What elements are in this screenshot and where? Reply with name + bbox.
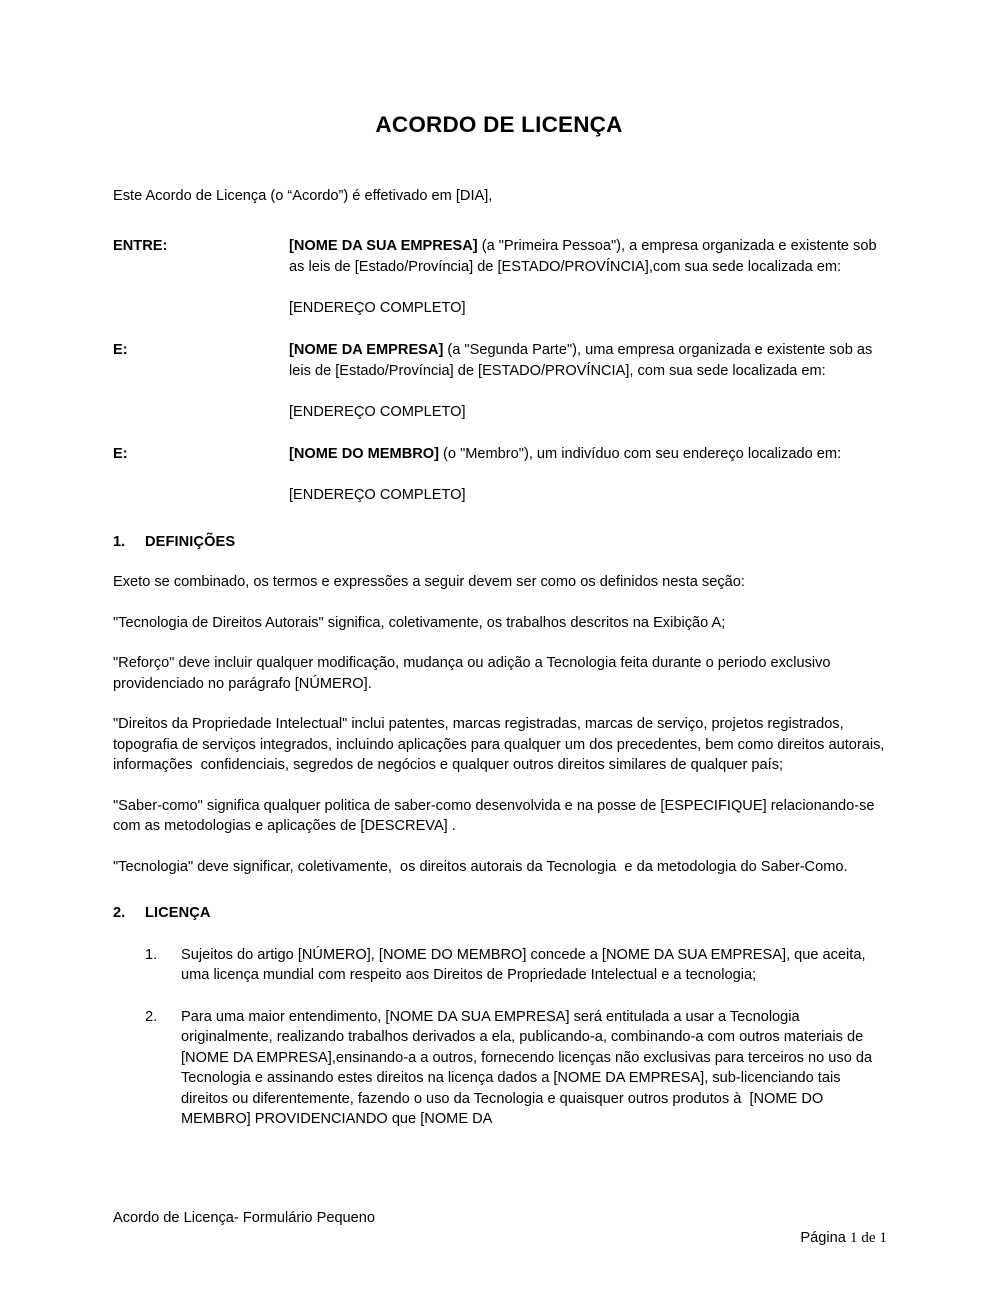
intro-paragraph: Este Acordo de Licença (o “Acordo”) é effetivado em [DIA], [113,187,493,204]
footer-page-indicator [776,1208,887,1268]
section-number: 1. [113,533,126,550]
party-address: [ENDEREÇO COMPLETO] [289,299,466,316]
definicoes-paragraph-3: "Reforço" deve incluir qualquer modificação, mudança ou adição a Tecnologia feita durante o periodo exclusivo providenciado no parágrafo [NÚMERO]. [113,655,835,692]
party-label: E: [113,446,128,463]
party-body [289,236,885,318]
party-block-e-membro [113,444,885,506]
party-description [289,236,885,277]
party-address: [ENDEREÇO COMPLETO] [289,487,466,504]
party-body [289,444,885,506]
section-title: LICENÇA [145,905,211,922]
licenca-list [113,945,885,1130]
section-heading-licenca [113,903,885,924]
party-block-entre [113,236,885,318]
section-title: DEFINIÇÕES [145,533,236,550]
party-description-text: (a "Primeira Pessoa"), a empresa organizada e existente sob as leis de [Estado/Província] de [ESTADO/PROVÍNCIA],com sua sede localizada em: [289,238,881,275]
definicoes-paragraph-4: "Direitos da Propriedade Intelectual" inclui patentes, marcas registradas, marcas de serviço, projetos registrados, topografia de serviços integrados, incluindo aplicações para qualquer um dos precedentes, bem como direitos autorais, informações confidenciais, segredos de negócios e qualquer outros direitos similares de qualquer país; [113,716,889,774]
party-block-e-empresa [113,340,885,422]
footer-document-name: Acordo de Licença- Formulário Pequeno [113,1210,376,1226]
party-description-text: (a "Segunda Parte"), uma empresa organizada e existente sob as leis de [Estado/Província] de [ESTADO/PROVÍNCIA], com sua sede localizada em: [289,342,877,379]
document-body [113,0,889,1130]
party-description [289,444,885,465]
party-label: ENTRE: [113,238,168,255]
list-item-number: 1. [145,946,158,963]
list-item-text: Sujeitos do artigo [NÚMERO], [NOME DO MEMBRO] concede a [NOME DA SUA EMPRESA], que aceita, uma licença mundial com respeito aos Direitos de Propriedade Intelectual e a tecnologia; [181,946,870,984]
definicoes-paragraph-2: "Tecnologia de Direitos Autorais" significa, coletivamente, os trabalhos descritos na Exibição A; [113,614,726,631]
definicoes-paragraph-1: Exeto se combinado, os termos e expressões a seguir devem ser como os definidos nesta seção: [113,574,745,591]
party-description-text: (o "Membro"), um indivíduo com seu endereço localizado em: [438,446,842,463]
party-name: [NOME DO MEMBRO] [289,446,439,463]
footer-page-label: Página [800,1230,850,1246]
list-item [113,945,885,986]
page-title: ACORDO DE LICENÇA [375,112,623,137]
party-name: [NOME DA SUA EMPRESA] [289,238,478,255]
section-heading-definicoes [113,532,885,553]
party-name: [NOME DA EMPRESA] [289,342,444,359]
definicoes-paragraph-6: "Tecnologia" deve significar, coletivamente, os direitos autorais da Tecnologia e da metodologia do Saber-Como. [113,858,848,875]
party-address: [ENDEREÇO COMPLETO] [289,403,466,420]
page-footer [113,1208,887,1268]
list-item-text: Para uma maior entendimento, [NOME DA SUA EMPRESA] será entitulada a usar a Tecnologia originalmente, realizando trabalhos derivados a ela, publicando-a, combinando-a com outros materiais de [NOME DA EMPRESA],ensinando-a a outros, fornecendo licenças não exclusivas para terceiros no uso da Tecnologia e assinando estes direitos na licença dados a [NOME DA EMPRESA], sub-licenciando tais direitos ou diferentemente, fazendo o uso da Tecnologia e quaisquer outros produtos à [NOME DO MEMBRO] PROVIDENCIANDO que [NOME DA [181,1008,876,1128]
list-item [113,1007,885,1130]
definicoes-paragraph-5: "Saber-como" significa qualquer politica de saber-como desenvolvida e na posse de [ESPECIFIQUE] relacionando-se com as metodologias e aplicações de [DESCREVA] . [113,797,879,835]
section-number: 2. [113,905,126,922]
party-body [289,340,885,422]
party-description [289,340,885,381]
list-item-number: 2. [145,1008,158,1025]
party-label: E: [113,342,128,359]
footer-page-numbers: 1 de 1 [849,1229,887,1246]
